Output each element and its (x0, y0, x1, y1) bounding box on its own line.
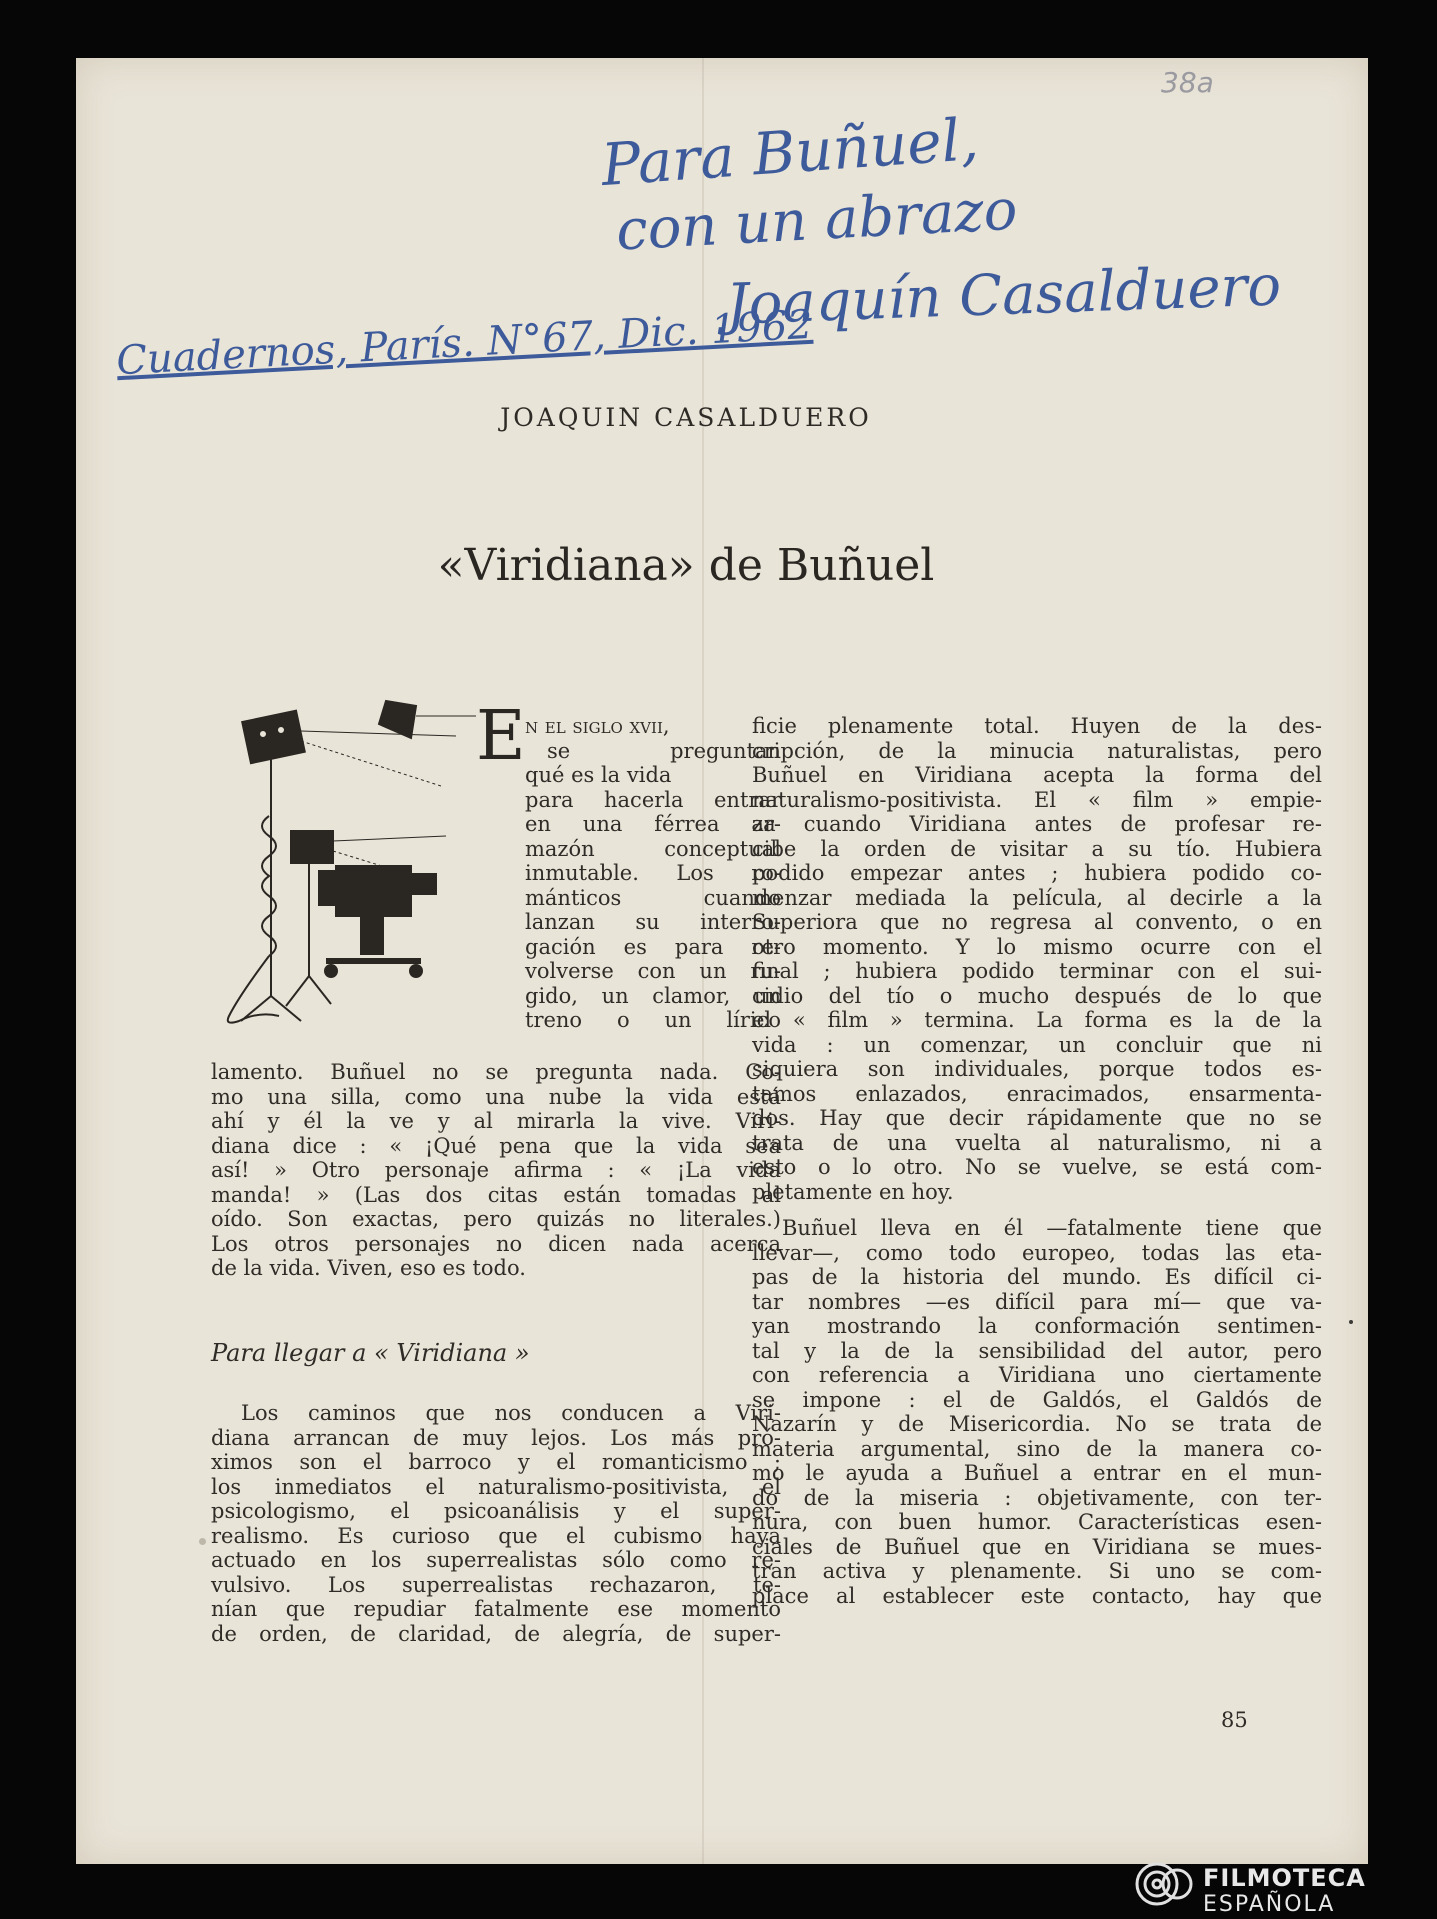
right-column-text (752, 714, 1322, 1608)
text-line: materia argumental, sino de la manera co- (752, 1436, 1322, 1461)
text-line: de orden, de claridad, de alegría, de super- (211, 1621, 781, 1646)
text-line: nían que repudiar fatalmente ese momento (211, 1597, 781, 1621)
text-line: naturalismo-positivista. El « film » empie- (752, 787, 1322, 812)
text-line: Buñuel en Viridiana acepta la forma del (752, 763, 1322, 787)
text-line: treno o un lírico (525, 1008, 781, 1032)
intro-wrapped-text (525, 714, 781, 1033)
text-line: tar nombres —es difícil para mí— que va- (752, 1289, 1322, 1314)
text-line: realismo. Es curioso que el cubismo haya (211, 1523, 781, 1548)
text-line: diana dice : « ¡Qué pena que la vida sea (211, 1133, 781, 1158)
text-line: Buñuel lleva en él —fatalmente tiene que (782, 1216, 1322, 1240)
text-line: diana arrancan de muy lejos. Los más pró- (211, 1425, 781, 1450)
text-line: za cuando Viridiana antes de profesar re- (752, 812, 1322, 836)
text-line: Nazarín y de Misericordia. No se trata de (752, 1412, 1322, 1436)
handwritten-source-note: Cuadernos, París. N°67, Dic. 1962 (115, 301, 814, 385)
text-line: ahí y él la ve y al mirarla la vive. Viri- (211, 1109, 781, 1133)
text-line: do de la miseria : objetivamente, con ter- (752, 1485, 1322, 1510)
text-line: gido, un clamor, un (525, 983, 781, 1008)
text-line: cidio del tío o mucho después de lo que (752, 983, 1322, 1008)
paragraph-gap (752, 1204, 1322, 1216)
document-page (76, 58, 1368, 1864)
text-line: cibe la orden de visitar a su tío. Hubiera (752, 836, 1322, 861)
text-line: mo le ayuda a Buñuel a entrar en el mun- (752, 1461, 1322, 1485)
text-line: llevar—, como todo europeo, todas las eta- (752, 1240, 1322, 1265)
text-line: se preguntan (547, 738, 781, 763)
text-line: con referencia a Viridiana uno ciertamente (752, 1363, 1322, 1387)
text-line: mazón conceptual (525, 836, 781, 861)
text-line: place al establecer este contacto, hay que (752, 1583, 1322, 1608)
handwritten-signature: Joaquín Casalduero (725, 253, 1283, 338)
text-line: vida : un comenzar, un concluir que ni (752, 1032, 1322, 1057)
text-line: inmutable. Los ro- (525, 861, 781, 885)
text-line: Los otros personajes no dicen nada acerca (211, 1231, 781, 1256)
text-line: el « film » termina. La forma es la de la (752, 1008, 1322, 1032)
text-line: gación es para re- (525, 934, 781, 959)
text-line: así! » Otro personaje afirma : « ¡La vida (211, 1158, 781, 1182)
text-line: trata de una vuelta al naturalismo, ni a (752, 1130, 1322, 1155)
section-heading: Para llegar a « Viridiana » (211, 1339, 530, 1367)
text-line: manda! » (Las dos citas están tomadas al (211, 1182, 781, 1207)
text-line: n el siglo xvii, (525, 714, 670, 738)
text-line: qué es la vida (525, 763, 672, 787)
text-line: se impone : el de Galdós, el Galdós de (752, 1387, 1322, 1412)
text-line: nura, con buen humor. Características esen- (752, 1510, 1322, 1534)
text-line: actuado en los superrealistas sólo como re- (211, 1548, 781, 1572)
text-line: cripción, de la minucia naturalistas, pero (752, 738, 1322, 763)
text-line: vulsivo. Los superrealistas rechazaron, te- (211, 1572, 781, 1597)
article-title: «Viridiana» de Buñuel (437, 540, 935, 591)
logo-subtitle: ESPAÑOLA (1203, 1892, 1336, 1917)
text-line: ciales de Buñuel que en Viridiana se mues- (752, 1534, 1322, 1559)
text-line: podido empezar antes ; hubiera podido co- (752, 861, 1322, 885)
text-line: en una férrea ar- (525, 812, 781, 836)
text-line: tamos enlazados, enracimados, ensarmenta- (752, 1081, 1322, 1106)
spiral-logo-icon (1135, 1858, 1195, 1910)
text-line: mánticos cuando (525, 885, 781, 910)
text-line: pas de la historia del mundo. Es difícil ci- (752, 1265, 1322, 1289)
author-name: JOAQUIN CASALDUERO (500, 403, 872, 432)
text-line: lanzan su interro- (525, 910, 781, 934)
text-line: para hacerla entrar (525, 787, 781, 812)
text-line: de la vida. Viven, eso es todo. (211, 1256, 526, 1280)
logo-name: FILMOTECA (1203, 1864, 1366, 1892)
text-line: mo una silla, como una nube la vida está (211, 1084, 781, 1109)
section-body-text (211, 1401, 781, 1646)
text-line: oído. Son exactas, pero quizás no literales.) (211, 1207, 781, 1231)
text-line: Superiora que no regresa al convento, o en (752, 910, 1322, 934)
handwritten-dedication-line: con un abrazo (614, 177, 1019, 264)
text-line: siquiera son individuales, porque todos es- (752, 1057, 1322, 1081)
handwritten-dedication-line: Para Buñuel, (599, 104, 981, 200)
text-line: pletamente en hoy. (752, 1179, 954, 1204)
page-reference: 38a (1161, 66, 1214, 99)
text-line: lamento. Buñuel no se pregunta nada. Co- (211, 1060, 781, 1084)
text-line: tal y la de la sensibilidad del autor, pero (752, 1338, 1322, 1363)
text-line: yan mostrando la conformación sentimen- (752, 1314, 1322, 1338)
text-line: psicologismo, el psicoanálisis y el super- (211, 1499, 781, 1523)
text-line: final ; hubiera podido terminar con el sui- (752, 959, 1322, 983)
text-line: volverse con un ru- (525, 959, 781, 983)
text-line: ficie plenamente total. Huyen de la des- (752, 714, 1322, 738)
text-line: dos. Hay que decir rápidamente que no se (752, 1106, 1322, 1130)
punch-hole (199, 1538, 206, 1545)
text-line: Los caminos que nos conducen a Viri- (241, 1401, 781, 1425)
intro-full-width-text (211, 1060, 781, 1281)
page-number: 85 (1221, 1708, 1248, 1732)
ink-speck (1349, 1320, 1353, 1324)
text-line: otro momento. Y lo mismo ocurre con el (752, 934, 1322, 959)
text-line: ximos son el barroco y el romanticismo ; (211, 1450, 781, 1474)
drop-cap: E (476, 697, 526, 776)
text-line: esto o lo otro. No se vuelve, se está com- (752, 1155, 1322, 1179)
text-line: tran activa y plenamente. Si uno se com- (752, 1559, 1322, 1583)
text-line: menzar mediada la película, al decirle a la (752, 885, 1322, 910)
text-line: los inmediatos el naturalismo-positivista, el (211, 1474, 781, 1499)
